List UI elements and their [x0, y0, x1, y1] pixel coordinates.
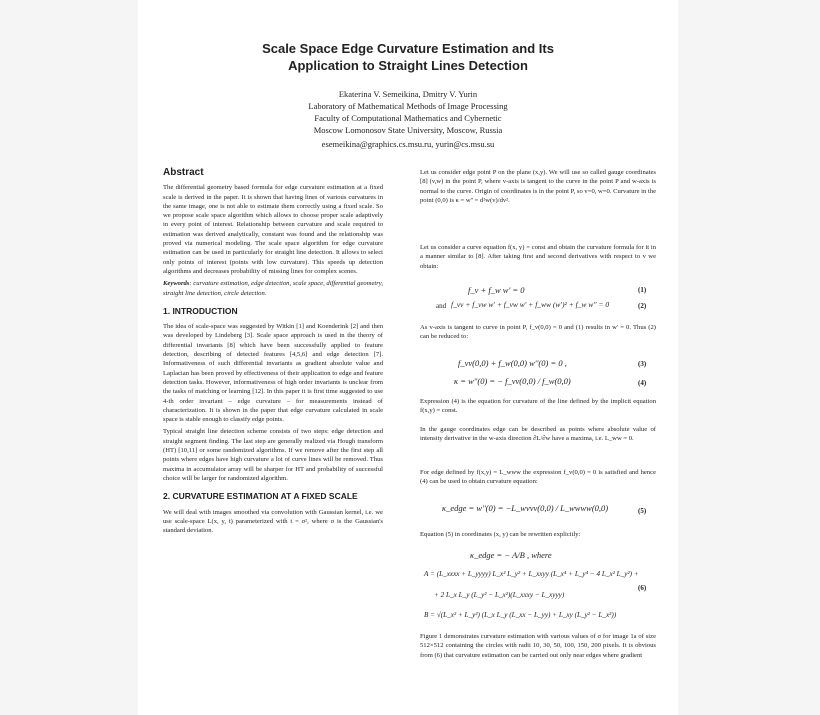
intro-paragraph-1: The idea of scale-space was suggested by Witkin [1] and Koenderink [2] and then was developed by Lindeberg [3]. Scale space approach is used in the theory of differential invariants [8] which have been successfully applied to feature detection, describing of detected features [4,5,6] and edge detection [7]. Informativeness of such differential invariants as gradient absolute value and Laplacian has been proved by effectiveness of their application to edge and feature detection tasks. However, informativeness of high order invariants is unclear from the tasks of matching or learning [12]. In this paper it is first time suggested to use 4-th order invariant – edge curvature – for measurements instead of characterization. It is shown in the paper that edge curvature calculated in scale space is stable enough to classify edge points. [163, 323, 383, 424]
affiliation-1: Laboratory of Mathematical Methods of Image Processing [308, 101, 508, 111]
emails: esemeikina@graphics.cs.msu.ru, yurin@cs.msu.su [321, 139, 495, 149]
equation-6-line-3: + 2 L_x L_y (L_y² − L_x²)(L_xxxy − L_xyyy) [434, 591, 565, 599]
title-line-2: Application to Straight Lines Detection [288, 58, 528, 73]
equation-3-number: (3) [638, 360, 647, 368]
right-paragraph-6: For edge defined by f(x,y) = L_www the expression f_v(0,0) = 0 is satisfied and hence (4) can be used to obtain curvature equation: [420, 469, 656, 486]
equation-1-number: (1) [638, 286, 647, 294]
equation-4: κ = w''(0) = − f_vv(0,0) / f_w(0,0) [454, 376, 571, 386]
intro-heading: 1. INTRODUCTION [163, 305, 238, 316]
paper-page [138, 0, 678, 715]
title-line-1: Scale Space Edge Curvature Estimation and Its [262, 41, 554, 56]
equation-6-number: (6) [638, 584, 647, 592]
abstract-body: The differential geometry based formula for edge curvature estimation at a fixed scale is derived in the paper. It is shown that having lines of various curvatures in the same image, one is not able to estimate them correctly using a fixed scale. So we propose scale space algorithm which allows to choose proper scale adaptively in every point of interest. Relationship between curvature and scale required to estimation was derived analytically, constant was found and the relationship was proved via numerical modeling. The scale space algorithm for edge curvature estimation can be used in particularly for straight line detection. It allows to select only points of interest (points with low curvature). This speeds up detection algorithms and decreases probability of missing lines for complex scenes. [163, 184, 383, 275]
left-column [163, 168, 383, 538]
equation-2-prefix: and [436, 302, 447, 310]
abstract-heading: Abstract [163, 167, 204, 178]
intro-paragraph-2: Typical straight line detection scheme consists of two steps: edge detection and straight segment finding. The last step are generally realized via Hough transform (HT) [10,11] or some randomized algorithms. If we remove after the first step all points where edges have high curvature a lot of curve lines will be removed. Thus maxima in accumulator array will be sharper for HT and probability of successful choice will be larger for randomized algorithm. [163, 428, 383, 482]
section2-heading: 2. CURVATURE ESTIMATION AT A FIXED SCALE [163, 491, 358, 502]
equation-3: f_vv(0,0) + f_w(0,0) w''(0) = 0 , [458, 358, 567, 368]
equation-4-number: (4) [638, 379, 647, 387]
right-paragraph-5: In the gauge coordinates edge can be described as points where absolute value of intensity derivative in the w-axis direction ∂L/∂w have a maxima, i.e. L_ww = 0. [420, 426, 656, 443]
equation-6-line-1: κ_edge = − A/B , where [470, 550, 552, 560]
equation-2: f_vv + f_vw w' + f_vw w' + f_ww (w')² + f_w w'' = 0 [451, 300, 610, 309]
equation-2-number: (2) [638, 302, 647, 310]
equation-5: κ_edge = w''(0) = −L_wvvv(0,0) / L_wwww(0,0) [442, 503, 609, 513]
right-paragraph-1: Let us consider edge point P on the plane (x,y). We will use so called gauge coordinates [8] (v,w) in the point P, where v-axis is tangent to the curve in the point P and w-axis is normal to the curve. Origin of coordinates is in the point P, so v=0, w=0. Curvature in the point (0,0) is κ = w'' = d²w(v)/dv². [420, 169, 656, 204]
affiliation-2: Faculty of Computational Mathematics and Cybernetic [314, 113, 502, 123]
keywords [163, 279, 383, 298]
equation-6-line-4: B = √(L_x² + L_y²) (L_x L_y (L_xx − L_yy) + L_xy (L_y² − L_x²)) [424, 611, 617, 619]
right-paragraph-2: Let us consider a curve equation f(x, y) = const and obtain the curvature formula for it in a manner similar to [8]. After taking first and second derivatives with respect to v we obtain: [420, 244, 656, 270]
keywords-label: Keywords [163, 280, 190, 288]
right-paragraph-7: Equation (5) in coordinates (x, y) can be rewritten explicitly: [420, 531, 581, 538]
equation-6-line-2: A = (L_xxxx + L_yyyy) L_x² L_y² + L_xxyy (L_x⁴ + L_y⁴ − 4 L_x² L_y²) + [424, 570, 639, 578]
equation-1: f_v + f_w w' = 0 [468, 285, 525, 295]
affiliation-3: Moscow Lomonosov State University, Moscow, Russia [313, 125, 503, 135]
keywords-text: : curvature estimation, edge detection, scale space, differential geometry, straight line detection, circle detection. [163, 280, 383, 297]
right-paragraph-3: As v-axis is tangent to curve in point P, f_v(0,0) = 0 and (1) results in w' = 0. Thus (2) can be reduced to: [420, 324, 656, 341]
paper-title [138, 40, 678, 74]
authors: Ekaterina V. Semeikina, Dmitry V. Yurin [338, 89, 478, 99]
right-paragraph-8: Figure 1 demonstrates curvature estimation with various values of σ for image 1a of size 512×512 containing the circles with radii 10, 30, 50, 100, 150, 200 pixels. It is obvious from (6) that curvature estimation can be carried out only near edges where gradient [420, 633, 656, 659]
section2-paragraph-1: We will deal with images smoothed via convolution with Gaussian kernel, i.e. we use scale-space L(x, y, t) parameterized with t = σ², where σ is the Gaussian's standard deviation. [163, 508, 383, 535]
right-paragraph-4: Expression (4) is the equation for curvature of the line defined by the implicit equation f(x,y) = const. [420, 398, 656, 415]
equation-5-number: (5) [638, 507, 647, 515]
